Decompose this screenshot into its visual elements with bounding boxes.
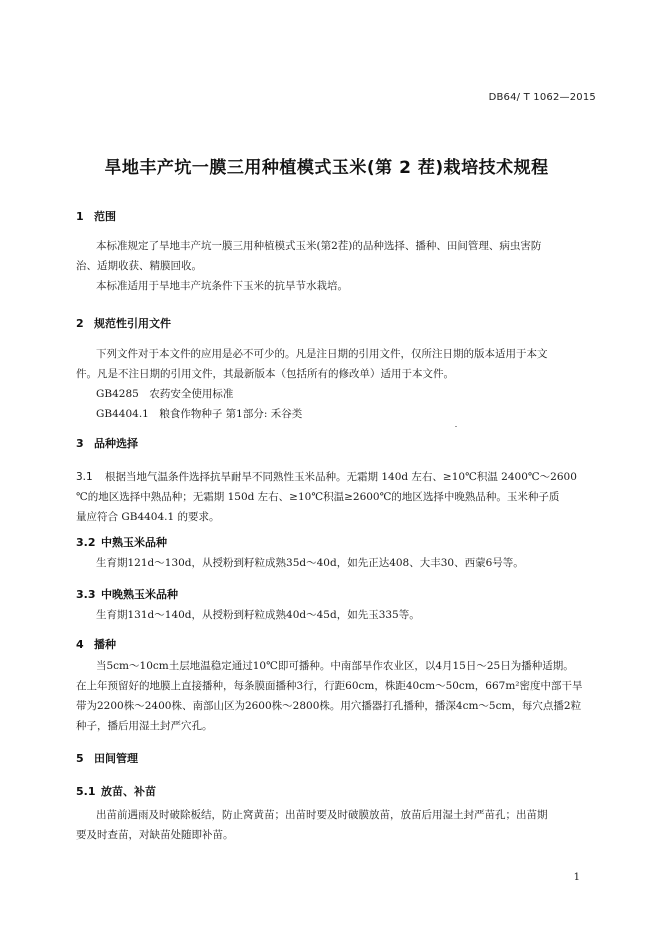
section-2-body [76,344,602,424]
paragraph-line: 治、适期收获、精膜回收。 [76,260,202,272]
paragraph-line: 件。凡是不注日期的引用文件，其最新版本（包括所有的修改单）适用于本文件。 [76,368,454,380]
section-3-2-heading [76,534,167,550]
section-number: 4 [76,638,84,651]
paragraph-line: 种子，播后用湿土封严穴孔。 [76,720,213,732]
section-number: 3 [76,437,84,450]
paragraph-line: 生育期131d～140d，从授粉到籽粒成熟40d～45d，如先玉335等。 [96,609,420,621]
paragraph-line: 带为2200株～2400株、南部山区为2600株～2800株。用穴播器打孔播种，播深4cm～5cm，每穴点播2粒 [76,700,582,712]
paragraph-line: 当5cm～10cm土层地温稳定通过10℃即可播种。中南部旱作农业区，以4月15日～25日为播种适期。 [96,660,574,672]
section-number: 2 [76,317,84,330]
standard-code: DB64/ T 1062—2015 [488,92,596,103]
section-5-heading [76,750,138,766]
section-number: 5.1 [76,785,96,798]
section-number: 3.3 [76,588,96,601]
paragraph-line: 本标准适用于旱地丰产坑条件下玉米的抗旱节水栽培。 [96,280,348,292]
paragraph-line: 要及时查苗，对缺苗处随即补苗。 [76,829,234,841]
reference-item: GB4285 农药安全使用标准 [96,388,234,400]
section-5-1-heading [76,783,156,799]
section-number: 5 [76,752,84,765]
section-number: 3.2 [76,536,96,549]
clause-number: 3.1 [76,471,93,483]
section-3-3-heading [76,586,178,602]
paragraph-line: 生育期121d～130d，从授粉到籽粒成熟35d～40d，如先正达408、大丰30、西蒙6号等。 [96,557,524,569]
paragraph-line: ℃的地区选择中熟品种；无霜期 150d 左右、≥10℃积温≥2600℃的地区选择中晚熟品种。玉米种子质 [76,491,560,503]
section-1-body [76,236,602,296]
document-title: 旱地丰产坑一膜三用种植模式玉米(第 2 茬)栽培技术规程 [104,158,549,178]
section-2-heading [76,315,171,331]
section-number: 1 [76,210,84,223]
paragraph-line: 量应符合 GB4404.1 的要求。 [76,511,220,523]
paragraph-line: 出苗前遇雨及时破除板结，防止窝黄苗；出苗时要及时破膜放苗，放苗后用湿土封严苗孔；出苗期 [96,809,548,821]
section-title: 规范性引用文件 [94,317,171,330]
section-title: 田间管理 [94,752,138,765]
paragraph-line: 在上年预留好的地膜上直接播种，每条膜面播种3行，行距60cm，株距40cm～50cm，667m²密度中部干旱 [76,680,583,692]
section-4-body [76,656,602,736]
section-5-1-body [76,805,602,845]
section-3-3-body [76,605,602,625]
scan-speck [455,426,457,427]
paragraph-line [76,467,602,487]
section-3-2-body [76,553,602,573]
section-3-heading [76,435,138,451]
section-title: 播种 [94,638,116,651]
paragraph-line: 下列文件对于本文件的应用是必不可少的。凡是注日期的引用文件，仅所注日期的版本适用于本文 [96,348,548,360]
section-3-1-body [76,467,602,527]
paragraph-line: 本标准规定了旱地丰产坑一膜三用种植模式玉米(第2茬)的品种选择、播种、田间管理、病虫害防 [96,240,542,252]
section-title: 品种选择 [94,437,138,450]
clause-text: 根据当地气温条件选择抗旱耐旱不同熟性玉米品种。无霜期 140d 左右、≥10℃积温 2400℃～2600 [105,471,577,483]
section-title: 中晚熟玉米品种 [101,588,178,601]
section-title: 中熟玉米品种 [101,536,167,549]
page-number: 1 [573,872,580,883]
section-title: 放苗、补苗 [101,785,156,798]
section-4-heading [76,636,116,652]
reference-item: GB4404.1 粮食作物种子 第1部分: 禾谷类 [96,408,303,420]
section-1-heading [76,208,116,224]
section-title: 范围 [94,210,116,223]
